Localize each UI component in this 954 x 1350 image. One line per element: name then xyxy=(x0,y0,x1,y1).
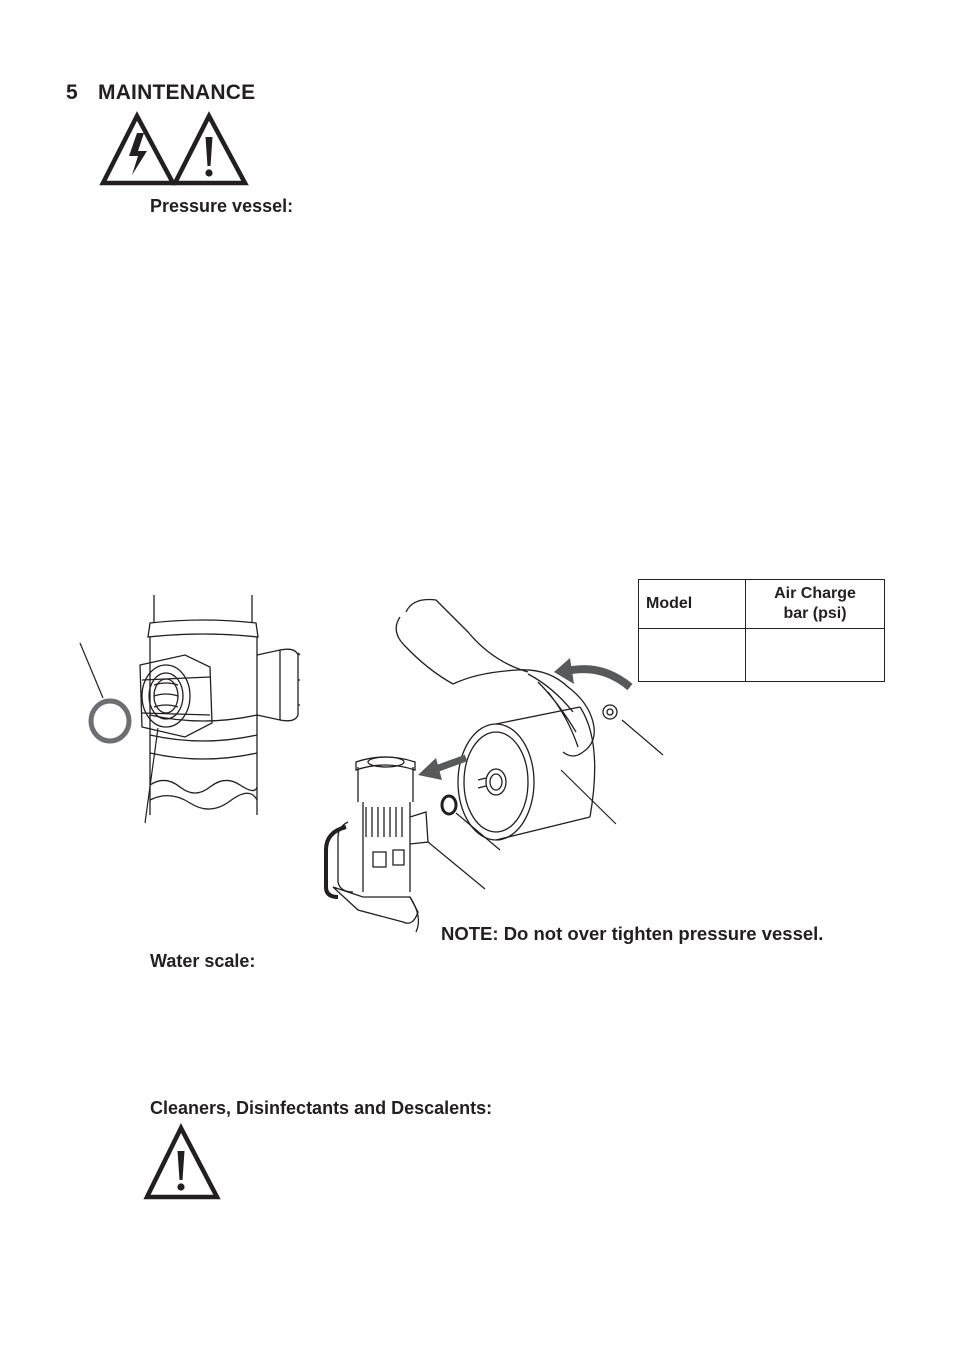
pressure-vessel-removal-illustration xyxy=(318,592,668,942)
water-scale-heading: Water scale: xyxy=(150,951,256,971)
section-number: 5 xyxy=(66,81,78,104)
section-title: MAINTENANCE xyxy=(98,81,256,104)
air-charge-cell xyxy=(746,629,885,682)
valve-oring-illustration xyxy=(70,595,310,835)
pressure-vessel-heading: Pressure vessel: xyxy=(150,196,294,216)
table-row xyxy=(639,629,885,682)
section-heading xyxy=(66,81,255,105)
model-header: Model xyxy=(639,580,746,629)
electric-hazard-icon xyxy=(100,112,176,186)
general-warning-icon xyxy=(172,112,248,186)
general-warning-icon xyxy=(144,1124,220,1200)
air-charge-header: Air Charge bar (psi) xyxy=(746,580,885,629)
table-header-row xyxy=(639,580,885,629)
over-tighten-note: NOTE: Do not over tighten pressure vessel. xyxy=(441,923,824,944)
cleaners-heading: Cleaners, Disinfectants and Descalents: xyxy=(150,1098,493,1118)
air-charge-table xyxy=(638,579,885,682)
